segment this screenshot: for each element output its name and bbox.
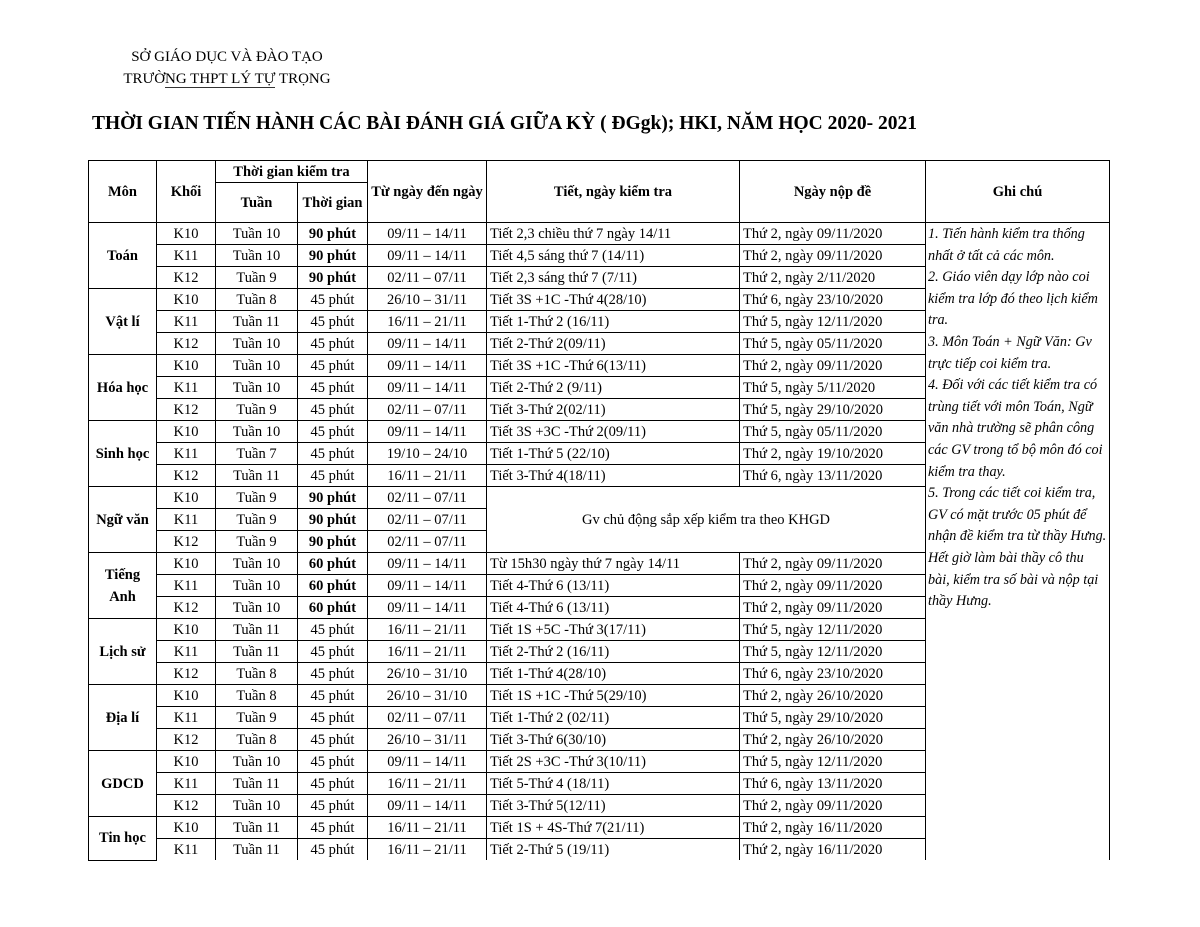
submit-date-cell: Thứ 2, ngày 09/11/2020	[740, 597, 926, 619]
duration-cell: 45 phút	[298, 311, 368, 333]
date-range-cell: 09/11 – 14/11	[368, 597, 487, 619]
period-cell: Tiết 2-Thứ 5 (19/11)	[487, 839, 740, 861]
grade-cell: K12	[157, 399, 216, 421]
period-cell: Tiết 2S +3C -Thứ 3(10/11)	[487, 751, 740, 773]
grade-cell: K12	[157, 267, 216, 289]
submit-date-cell: Thứ 2, ngày 09/11/2020	[740, 795, 926, 817]
duration-cell: 90 phút	[298, 487, 368, 509]
submit-date-cell: Thứ 2, ngày 16/11/2020	[740, 817, 926, 839]
date-range-cell: 26/10 – 31/10	[368, 685, 487, 707]
date-range-cell: 19/10 – 24/10	[368, 443, 487, 465]
duration-cell: 45 phút	[298, 839, 368, 861]
date-range-cell: 02/11 – 07/11	[368, 509, 487, 531]
duration-cell: 45 phút	[298, 333, 368, 355]
period-cell: Tiết 5-Thứ 4 (18/11)	[487, 773, 740, 795]
header-notes: Ghi chú	[926, 161, 1110, 223]
subject-cell: Ngữ văn	[89, 487, 157, 553]
duration-cell: 60 phút	[298, 575, 368, 597]
period-cell: Tiết 1-Thứ 2 (16/11)	[487, 311, 740, 333]
period-cell: Tiết 1-Thứ 4(28/10)	[487, 663, 740, 685]
subject-cell: Địa lí	[89, 685, 157, 751]
period-cell: Tiết 3S +1C -Thứ 4(28/10)	[487, 289, 740, 311]
week-cell: Tuần 9	[216, 707, 298, 729]
submit-date-cell: Thứ 2, ngày 26/10/2020	[740, 729, 926, 751]
grade-cell: K12	[157, 795, 216, 817]
note-item: 2. Giáo viên dạy lớp nào coi kiểm tra lớp đó theo lịch kiểm tra.	[928, 269, 1098, 329]
date-range-cell: 26/10 – 31/10	[368, 663, 487, 685]
date-range-cell: 16/11 – 21/11	[368, 773, 487, 795]
header-week: Tuần	[216, 183, 298, 223]
submit-date-cell: Thứ 6, ngày 13/11/2020	[740, 773, 926, 795]
subject-cell: Hóa học	[89, 355, 157, 421]
header-subject: Môn	[89, 161, 157, 223]
grade-cell: K10	[157, 421, 216, 443]
header-grade: Khối	[157, 161, 216, 223]
grade-cell: K11	[157, 245, 216, 267]
week-cell: Tuần 11	[216, 465, 298, 487]
duration-cell: 45 phút	[298, 465, 368, 487]
duration-cell: 45 phút	[298, 377, 368, 399]
week-cell: Tuần 10	[216, 553, 298, 575]
period-cell: Tiết 4-Thứ 6 (13/11)	[487, 575, 740, 597]
grade-cell: K12	[157, 333, 216, 355]
week-cell: Tuần 9	[216, 267, 298, 289]
header-submit: Ngày nộp đề	[740, 161, 926, 223]
grade-cell: K12	[157, 729, 216, 751]
date-range-cell: 16/11 – 21/11	[368, 641, 487, 663]
period-cell: Tiết 1S + 4S-Thứ 7(21/11)	[487, 817, 740, 839]
period-cell: Từ 15h30 ngày thứ 7 ngày 14/11	[487, 553, 740, 575]
duration-cell: 45 phút	[298, 355, 368, 377]
submit-date-cell: Thứ 5, ngày 12/11/2020	[740, 311, 926, 333]
submit-date-cell: Thứ 5, ngày 12/11/2020	[740, 641, 926, 663]
grade-cell: K11	[157, 509, 216, 531]
grade-cell: K10	[157, 223, 216, 245]
header-period: Tiết, ngày kiểm tra	[487, 161, 740, 223]
date-range-cell: 02/11 – 07/11	[368, 399, 487, 421]
submit-date-cell: Thứ 5, ngày 12/11/2020	[740, 751, 926, 773]
note-item: 3. Môn Toán + Ngữ Văn: Gv trực tiếp coi kiểm tra.	[928, 333, 1092, 372]
submit-date-cell: Thứ 2, ngày 26/10/2020	[740, 685, 926, 707]
grade-cell: K10	[157, 487, 216, 509]
week-cell: Tuần 8	[216, 685, 298, 707]
duration-cell: 45 phút	[298, 685, 368, 707]
week-cell: Tuần 11	[216, 311, 298, 333]
grade-cell: K11	[157, 707, 216, 729]
week-cell: Tuần 9	[216, 509, 298, 531]
date-range-cell: 09/11 – 14/11	[368, 795, 487, 817]
date-range-cell: 09/11 – 14/11	[368, 553, 487, 575]
subject-cell: Tin học	[89, 817, 157, 861]
grade-cell: K10	[157, 619, 216, 641]
date-range-cell: 09/11 – 14/11	[368, 575, 487, 597]
duration-cell: 45 phút	[298, 289, 368, 311]
duration-cell: 90 phút	[298, 267, 368, 289]
period-cell: Tiết 1S +1C -Thứ 5(29/10)	[487, 685, 740, 707]
week-cell: Tuần 7	[216, 443, 298, 465]
document-title: THỜI GIAN TIẾN HÀNH CÁC BÀI ĐÁNH GIÁ GIỮA KỲ ( ĐGgk); HKI, NĂM HỌC 2020- 2021	[92, 113, 917, 134]
submit-date-cell: Thứ 2, ngày 09/11/2020	[740, 245, 926, 267]
week-cell: Tuần 10	[216, 245, 298, 267]
duration-cell: 45 phút	[298, 641, 368, 663]
period-cell: Tiết 3S +1C -Thứ 6(13/11)	[487, 355, 740, 377]
date-range-cell: 09/11 – 14/11	[368, 377, 487, 399]
notes-cell	[926, 223, 1110, 861]
period-cell: Tiết 2-Thứ 2 (9/11)	[487, 377, 740, 399]
subject-cell: Lịch sử	[89, 619, 157, 685]
week-cell: Tuần 10	[216, 377, 298, 399]
grade-cell: K11	[157, 839, 216, 861]
duration-cell: 45 phút	[298, 663, 368, 685]
header-test-time: Thời gian kiểm tra	[216, 161, 368, 183]
duration-cell: 60 phút	[298, 597, 368, 619]
grade-cell: K12	[157, 597, 216, 619]
period-cell: Tiết 1-Thứ 5 (22/10)	[487, 443, 740, 465]
week-cell: Tuần 10	[216, 597, 298, 619]
subject-cell: Toán	[89, 223, 157, 289]
date-range-cell: 02/11 – 07/11	[368, 707, 487, 729]
date-range-cell: 16/11 – 21/11	[368, 839, 487, 861]
submit-date-cell: Thứ 5, ngày 12/11/2020	[740, 619, 926, 641]
duration-cell: 45 phút	[298, 751, 368, 773]
grade-cell: K11	[157, 311, 216, 333]
date-range-cell: 02/11 – 07/11	[368, 487, 487, 509]
grade-cell: K11	[157, 773, 216, 795]
submit-date-cell: Thứ 6, ngày 13/11/2020	[740, 465, 926, 487]
date-range-cell: 16/11 – 21/11	[368, 619, 487, 641]
period-cell: Tiết 2,3 sáng thứ 7 (7/11)	[487, 267, 740, 289]
duration-cell: 45 phút	[298, 773, 368, 795]
week-cell: Tuần 10	[216, 795, 298, 817]
week-cell: Tuần 11	[216, 641, 298, 663]
grade-cell: K10	[157, 553, 216, 575]
week-cell: Tuần 10	[216, 575, 298, 597]
grade-cell: K11	[157, 377, 216, 399]
period-cell: Tiết 1S +5C -Thứ 3(17/11)	[487, 619, 740, 641]
duration-cell: 45 phút	[298, 707, 368, 729]
submit-date-cell: Thứ 2, ngày 2/11/2020	[740, 267, 926, 289]
date-range-cell: 09/11 – 14/11	[368, 751, 487, 773]
week-cell: Tuần 11	[216, 839, 298, 861]
submit-date-cell: Thứ 2, ngày 16/11/2020	[740, 839, 926, 861]
submit-date-cell: Thứ 5, ngày 05/11/2020	[740, 421, 926, 443]
subject-cell: Sinh học	[89, 421, 157, 487]
duration-cell: 45 phút	[298, 817, 368, 839]
duration-cell: 45 phút	[298, 421, 368, 443]
grade-cell: K12	[157, 663, 216, 685]
date-range-cell: 16/11 – 21/11	[368, 465, 487, 487]
header-date-range: Từ ngày đến ngày	[368, 161, 487, 223]
period-cell: Tiết 3-Thứ 2(02/11)	[487, 399, 740, 421]
grade-cell: K12	[157, 465, 216, 487]
duration-cell: 45 phút	[298, 443, 368, 465]
document-header	[92, 46, 362, 90]
week-cell: Tuần 9	[216, 531, 298, 553]
grade-cell: K11	[157, 641, 216, 663]
week-cell: Tuần 11	[216, 773, 298, 795]
subject-cell: GDCD	[89, 751, 157, 817]
grade-cell: K11	[157, 443, 216, 465]
department-name: SỞ GIÁO DỤC VÀ ĐÀO TẠO	[131, 49, 323, 65]
subject-cell: Tiếng Anh	[89, 553, 157, 619]
week-cell: Tuần 10	[216, 751, 298, 773]
duration-cell: 90 phút	[298, 509, 368, 531]
date-range-cell: 09/11 – 14/11	[368, 421, 487, 443]
date-range-cell: 09/11 – 14/11	[368, 245, 487, 267]
subject-cell: Vật lí	[89, 289, 157, 355]
week-cell: Tuần 10	[216, 355, 298, 377]
submit-date-cell: Thứ 6, ngày 23/10/2020	[740, 289, 926, 311]
period-cell: Tiết 3-Thứ 4(18/11)	[487, 465, 740, 487]
duration-cell: 45 phút	[298, 729, 368, 751]
week-cell: Tuần 8	[216, 663, 298, 685]
grade-cell: K10	[157, 751, 216, 773]
period-cell: Tiết 4-Thứ 6 (13/11)	[487, 597, 740, 619]
date-range-cell: 09/11 – 14/11	[368, 223, 487, 245]
period-cell: Tiết 3-Thứ 5(12/11)	[487, 795, 740, 817]
period-cell: Tiết 2-Thứ 2 (16/11)	[487, 641, 740, 663]
duration-cell: 90 phút	[298, 245, 368, 267]
exam-schedule-table	[88, 160, 1110, 861]
date-range-cell: 09/11 – 14/11	[368, 333, 487, 355]
submit-date-cell: Thứ 2, ngày 09/11/2020	[740, 355, 926, 377]
grade-cell: K10	[157, 355, 216, 377]
date-range-cell: 16/11 – 21/11	[368, 817, 487, 839]
date-range-cell: 02/11 – 07/11	[368, 267, 487, 289]
duration-cell: 45 phút	[298, 619, 368, 641]
date-range-cell: 16/11 – 21/11	[368, 311, 487, 333]
duration-cell: 90 phút	[298, 223, 368, 245]
week-cell: Tuần 8	[216, 729, 298, 751]
period-cell: Tiết 3S +3C -Thứ 2(09/11)	[487, 421, 740, 443]
submit-date-cell: Thứ 5, ngày 29/10/2020	[740, 399, 926, 421]
period-cell: Tiết 2-Thứ 2(09/11)	[487, 333, 740, 355]
duration-cell: 60 phút	[298, 553, 368, 575]
period-cell: Tiết 2,3 chiều thứ 7 ngày 14/11	[487, 223, 740, 245]
week-cell: Tuần 11	[216, 817, 298, 839]
date-range-cell: 09/11 – 14/11	[368, 355, 487, 377]
grade-cell: K10	[157, 817, 216, 839]
submit-date-cell: Thứ 5, ngày 29/10/2020	[740, 707, 926, 729]
submit-date-cell: Thứ 2, ngày 19/10/2020	[740, 443, 926, 465]
week-cell: Tuần 10	[216, 223, 298, 245]
week-cell: Tuần 10	[216, 421, 298, 443]
week-cell: Tuần 10	[216, 333, 298, 355]
duration-cell: 90 phút	[298, 531, 368, 553]
submit-date-cell: Thứ 2, ngày 09/11/2020	[740, 223, 926, 245]
duration-cell: 45 phút	[298, 399, 368, 421]
week-cell: Tuần 11	[216, 619, 298, 641]
period-cell: Tiết 3-Thứ 6(30/10)	[487, 729, 740, 751]
note-item: 4. Đối với các tiết kiểm tra có trùng tiết với môn Toán, Ngữ văn nhà trường sẽ phân công các GV trong tổ bộ môn đó coi kiểm tra thay.	[928, 377, 1103, 480]
submit-date-cell: Thứ 2, ngày 09/11/2020	[740, 575, 926, 597]
note-item: 5. Trong các tiết coi kiểm tra, GV có mặt trước 05 phút để nhận đề kiểm tra từ thầy Hưng. Hết giờ làm bài thầy cô thu bài, kiểm tra số bài và nộp tại thầy Hưng.	[928, 485, 1107, 610]
submit-date-cell: Thứ 2, ngày 09/11/2020	[740, 553, 926, 575]
submit-date-cell: Thứ 5, ngày 5/11/2020	[740, 377, 926, 399]
grade-cell: K12	[157, 531, 216, 553]
merged-note-cell: Gv chủ động sắp xếp kiểm tra theo KHGD	[487, 487, 926, 553]
submit-date-cell: Thứ 6, ngày 23/10/2020	[740, 663, 926, 685]
submit-date-cell: Thứ 5, ngày 05/11/2020	[740, 333, 926, 355]
period-cell: Tiết 1-Thứ 2 (02/11)	[487, 707, 740, 729]
duration-cell: 45 phút	[298, 795, 368, 817]
grade-cell: K11	[157, 575, 216, 597]
school-name: TRƯỜNG THPT LÝ TỰ TRỌNG	[123, 71, 331, 87]
header-duration: Thời gian	[298, 183, 368, 223]
grade-cell: K10	[157, 289, 216, 311]
header-row	[89, 161, 1110, 183]
table-row	[89, 223, 1110, 245]
week-cell: Tuần 8	[216, 289, 298, 311]
grade-cell: K10	[157, 685, 216, 707]
week-cell: Tuần 9	[216, 399, 298, 421]
date-range-cell: 26/10 – 31/11	[368, 289, 487, 311]
table-body	[89, 161, 1110, 861]
period-cell: Tiết 4,5 sáng thứ 7 (14/11)	[487, 245, 740, 267]
date-range-cell: 26/10 – 31/11	[368, 729, 487, 751]
date-range-cell: 02/11 – 07/11	[368, 531, 487, 553]
note-item: 1. Tiến hành kiểm tra thống nhất ở tất cả các môn.	[928, 226, 1085, 264]
week-cell: Tuần 9	[216, 487, 298, 509]
